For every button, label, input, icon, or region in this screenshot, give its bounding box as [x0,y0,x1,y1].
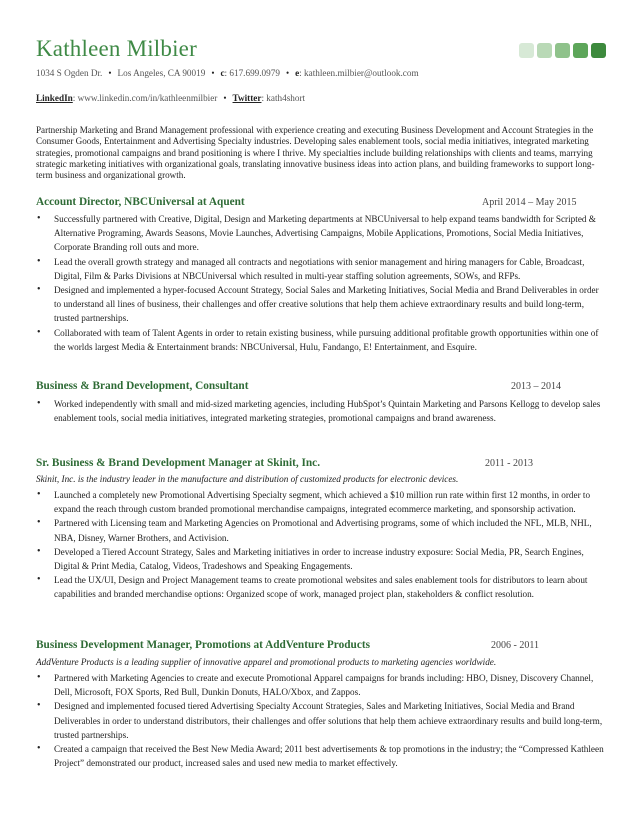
separator: • [223,93,227,103]
bullet-item: • Designed and implemented focused tiered Advertising Specialty Account Strategies, Sales and Marketing Initiatives, Social Media and Brand Deliverables in order to understand distributors, their challenges and offer solutions that help them achieve extraordinary results and build long-term, trusted partnerships. [36,699,604,742]
bullet-item: • Designed and implemented a hyper-focused Account Strategy, Social Sales and Marketing Initiatives, Social Media and Brand Deliverables in order to understand all lines of business, their challenges and offer creative solutions that help them achieve extraordinary results and build long-term, trusted partnerships. [36,283,604,326]
contact-line [36,68,419,78]
linkedin-label: LinkedIn [36,93,73,103]
city: Los Angeles, CA 90019 [117,68,206,78]
bullet-item: • Lead the UX/UI, Design and Project Management teams to create promotional websites and sales enablement tools for distributors to learn about capabilities and branded merchandise options: Organized scope of work, managed project plan, stakeholders & conflict resolution. [36,573,604,601]
twitter-label: Twitter [232,93,262,103]
bullet-item: • Partnered with Licensing team and Marketing Agencies on Promotional and Advertising programs, some of which included the NFL, MLB, NHL, NBA, Disney, Warner Brothers, and Activision. [36,516,604,544]
bullet-item: • Collaborated with team of Talent Agents in order to retain existing business, while pursuing additional profitable growth opportunities within one of the worlds largest Media & Entertainment brands: NBCUniversal, Hulu, Fandango, E! Entertainment, and Esquire. [36,326,604,354]
company-intro: Skinit, Inc. is the industry leader in the manufacture and distribution of customized products for electronic devices. [36,474,459,484]
bullet-item: • Worked independently with small and mid-sized marketing agencies, including HubSpot’s Quintain Marketing and Parsons Kellogg to develop sales enablement tools, social media initiatives, integrated marketing strategies, promotional campaigns and brand awareness. [36,397,604,425]
cell-label: c [220,68,225,78]
job-title: Sr. Business & Brand Development Manager at Skinit, Inc. [36,457,321,469]
job-bullets [36,488,604,602]
square-2 [537,43,552,58]
job-header [36,457,604,471]
job-dates: 2006 - 2011 [491,640,539,651]
square-1 [519,43,534,58]
email-label: e [295,68,300,78]
bullet-item: • Partnered with Marketing Agencies to create and execute Promotional Apparel campaigns for brands including: HBO, Disney, Discovery Channel, Dell, Microsoft, FOX Sports, Red Bull, Dunkin Donuts, HALO/Xbox, and Zappos. [36,671,604,699]
job-header [36,639,604,653]
square-3 [555,43,570,58]
separator: • [211,68,215,78]
job-title: Business & Brand Development, Consultant [36,380,249,392]
cell-phone: : 617.699.0979 [224,68,280,78]
separator: • [285,68,290,78]
square-4 [573,43,588,58]
address: 1034 S Ogden Dr. [36,68,103,78]
candidate-name: Kathleen Milbier [36,36,197,61]
bullet-item: • Created a campaign that received the Best New Media Award; 2011 best advertisements & top promotions in the industry; the “Compressed Kathleen Project” demonstrated our product, increased sales and used new media to market effectively. [36,742,604,770]
summary-paragraph: Partnership Marketing and Brand Management professional with experience creating and executing Business Development and Account Strategies in the Consumer Goods, Entertainment and Advertising Specialty industries. Developing sales enablement tools, social media initiatives, integrated marketing strategies, promotional campaigns and brand positioning is where I thrive. My specialties include building relationships with clients and teams, marrying strategic marketing initiatives with organizational goals, translating innovative business ideas into action plans, and building frameworks to support long-term business and organizational growth. [36,125,595,181]
bullet-item: • Developed a Tiered Account Strategy, Sales and Marketing initiatives in order to increase industry exposure: Social Media, PR, Search Engines, Digital & Print Media, Catalog, Videos, Tradeshows and Speaking Engagements. [36,545,604,573]
job-header [36,380,604,394]
job-title: Account Director, NBCUniversal at Aquent [36,196,245,208]
linkedin-url[interactable]: : www.linkedin.com/in/kathleenmilbier [72,93,218,103]
job-dates: 2011 - 2013 [485,458,533,469]
email-address[interactable]: : kathleen.milbier@outlook.com [299,68,419,78]
twitter-handle[interactable]: : kath4short [261,93,306,103]
job-bullets [36,397,604,425]
separator: • [108,68,112,78]
job-title: Business Development Manager, Promotions at AddVenture Products [36,639,371,651]
bullet-item: • Launched a completely new Promotional Advertising Specialty segment, which achieved a $10 million run rate within first 12 months, in order to expand the reach through custom branded promotional merchandise campaigns, integrated ecommerce marketing, and sponsorship activation. [36,488,604,516]
job-dates: 2013 – 2014 [511,381,561,392]
job-header [36,196,604,210]
bullet-item: • Successfully partnered with Creative, Digital, Design and Marketing departments at NBCUniversal to help expand teams bandwidth for Scripted & Alternative Programing, Awards Seasons, Movie Launches, Advertising Campaigns, Mobile Applications, Promotions, Social Media Initiatives, Corporate Branding roll outs and more. [36,212,604,255]
bullet-item: • Lead the overall growth strategy and managed all contracts and negotiations with senior management and hiring managers for Cable, Broadcast, Digital, Film & Parks Divisions at NBCUniversal which resulted in multi-year staffing solution agreements, SOWs, and RFPs. [36,255,604,283]
job-bullets [36,671,604,770]
social-line [36,93,305,103]
job-bullets [36,212,604,354]
decorative-squares [519,43,606,58]
company-intro: AddVenture Products is a leading supplier of innovative apparel and promotional products to marketing agencies worldwide. [36,657,497,667]
square-5 [591,43,606,58]
job-dates: April 2014 – May 2015 [482,197,577,208]
